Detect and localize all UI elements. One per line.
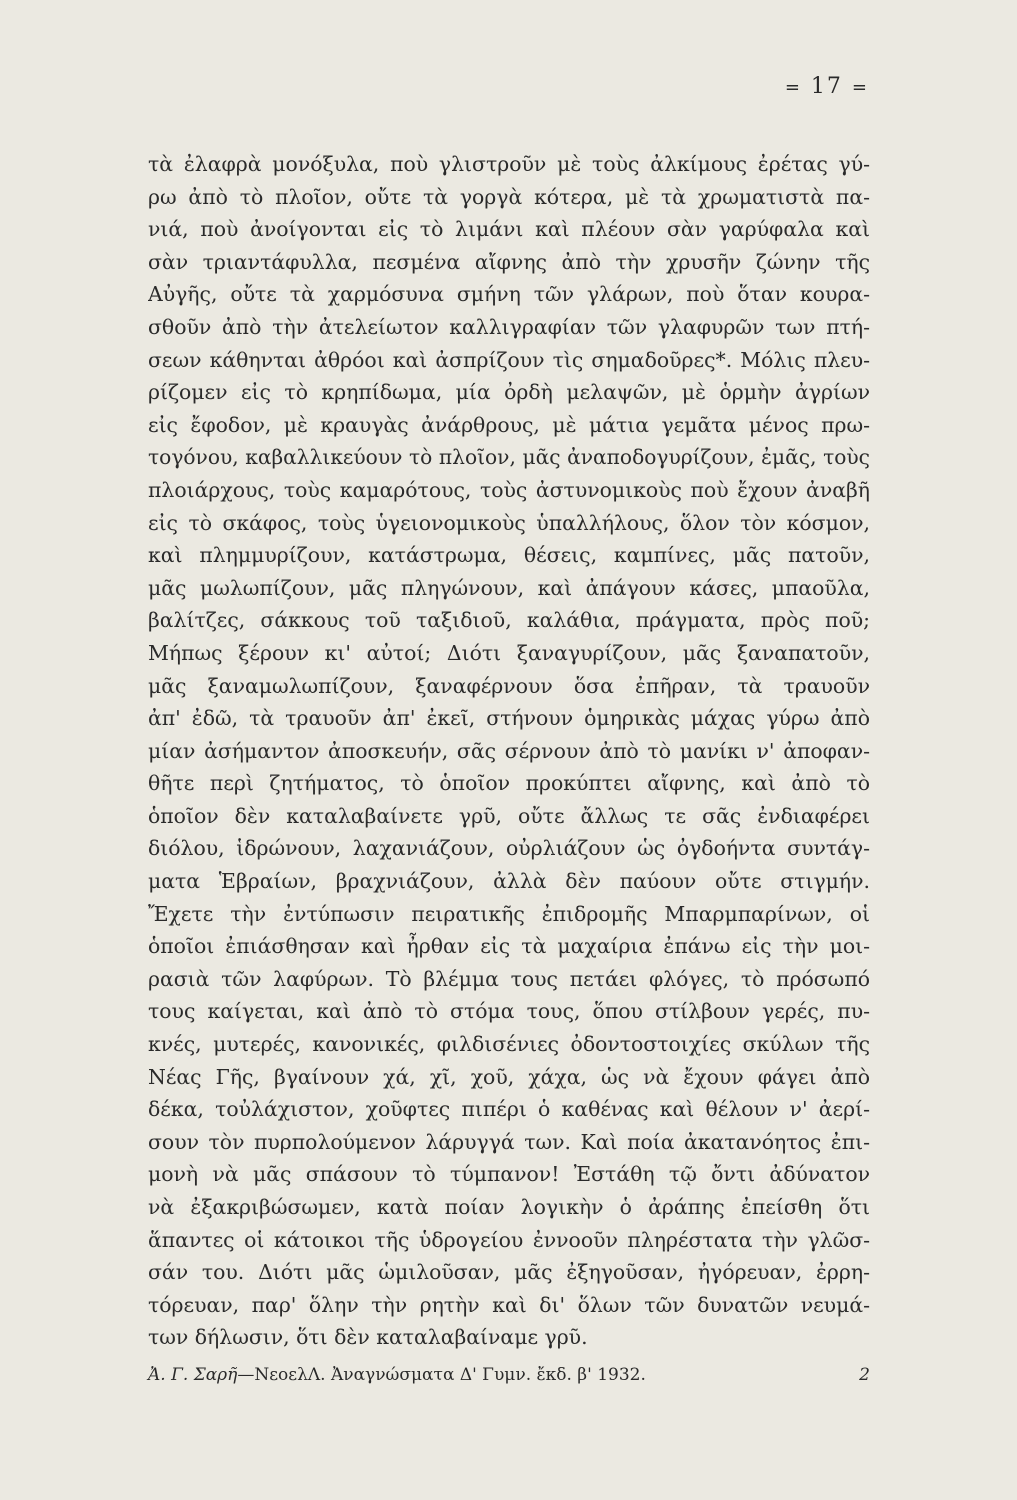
page-number-mark-right: = (851, 77, 869, 98)
text-line: μίαν ἀσήμαντον ἀποσκευήν, σᾶς σέρνουν ἀπὸ τὸ μανίκι ν' ἀποφαν- (148, 738, 870, 763)
page-number-value: 17 (810, 74, 843, 99)
text-line: Αὐγῆς, οὔτε τὰ χαρμόσυνα σμήνη τῶν γλάρων, ποὺ ὅταν κουρα- (148, 282, 870, 307)
text-line: σουν τὸν πυρπολούμενον λάρυγγά των. Καὶ ποία ἀκατανόητος ἐπι- (148, 1129, 870, 1154)
text-line: τους καίγεται, καὶ ἀπὸ τὸ στόμα τους, ὅπου στίλβουν γερές, πυ- (148, 999, 870, 1024)
text-line: τὰ ἐλαφρὰ μονόξυλα, ποὺ γλιστροῦν μὲ τοὺς ἀλκίμους ἐρέτας γύ- (148, 152, 870, 176)
text-line: σεων κάθηνται ἀθρόοι καὶ ἀσπρίζουν τὶς σημαδοῦρες*. Μόλις πλευ- (148, 347, 870, 372)
text-line: ρω ἀπὸ τὸ πλοῖον, οὔτε τὰ γοργὰ κότερα, μὲ τὰ χρωματιστὰ πα- (148, 184, 870, 209)
text-line: Νέας Γῆς, βγαίνουν χά, χῖ, χοῦ, χάχα, ὡς νὰ ἔχουν φάγει ἀπὸ (148, 1064, 870, 1089)
text-line: ὁποῖοι ἐπιάσθησαν καὶ ἦρθαν εἰς τὰ μαχαίρια ἐπάνω εἰς τὴν μοι- (148, 934, 870, 959)
text-line: ἀπ' ἐδῶ, τὰ τραυοῦν ἀπ' ἐκεῖ, στήνουν ὁμηρικὰς μάχας γύρω ἀπὸ (148, 706, 870, 731)
page-number-mark-left: = (784, 77, 802, 98)
source-citation: —ΝεοελΛ. Ἀναγνώσματα Δ' Γυμν. ἔκδ. β' 1932. (237, 1365, 646, 1385)
text-line: μᾶς ξαναμωλωπίζουν, ξαναφέρνουν ὅσα ἐπῆραν, τὰ τραυοῦν (148, 673, 870, 698)
text-line: σάν του. Διότι μᾶς ὡμιλοῦσαν, μᾶς ἐξηγοῦσαν, ἠγόρευαν, ἐρρη- (148, 1260, 870, 1285)
text-line: ἅπαντες οἱ κάτοικοι τῆς ὑδρογείου ἐννοοῦν πληρέστατα τὴν γλῶσ- (148, 1227, 870, 1252)
text-line: θῆτε περὶ ζητήματος, τὸ ὁποῖον προκύπτει αἴφνης, καὶ ἀπὸ τὸ (148, 771, 870, 796)
text-line: σὰν τριαντάφυλλα, πεσμένα αἴφνης ἀπὸ τὴν χρυσῆν ζώνην τῆς (148, 249, 870, 274)
text-line: ρασιὰ τῶν λαφύρων. Τὸ βλέμμα τους πετάει φλόγες, τὸ πρόσωπό (148, 966, 870, 991)
text-line: νιά, ποὺ ἀνοίγονται εἰς τὸ λιμάνι καὶ πλέουν σὰν γαρύφαλα καὶ (148, 217, 870, 242)
text-line: βαλίτζες, σάκκους τοῦ ταξιδιοῦ, καλάθια, πράγματα, πρὸς ποῦ; (148, 608, 870, 633)
author-signature: Ἀ. Γ. Σαρῆ (148, 1365, 238, 1385)
text-line: εἰς τὸ σκάφος, τοὺς ὑγειονομικοὺς ὑπαλλήλους, ὅλον τὸν κόσμον, (148, 510, 870, 535)
text-line: Μήπως ξέρουν κι' αὐτοί; Διότι ξαναγυρίζουν, μᾶς ξαναπατοῦν, (148, 640, 870, 665)
text-line: των δήλωσιν, ὅτι δὲν καταλαβαίναμε γρῦ. (148, 1325, 588, 1350)
text-line: μᾶς μωλωπίζουν, μᾶς πληγώνουν, καὶ ἀπάγουν κάσες, μπαοῦλα, (148, 575, 870, 600)
sheet-mark: 2 (859, 1365, 870, 1385)
text-line: μονὴ νὰ μᾶς σπάσουν τὸ τύμπανον! Ἐστάθη τῷ ὄντι ἀδύνατον (148, 1162, 870, 1187)
text-line: διόλου, ἱδρώνουν, λαχανιάζουν, οὐρλιάζουν ὡς ὀγδοήντα συντάγ- (148, 836, 870, 861)
text-line: εἰς ἔφοδον, μὲ κραυγὰς ἀνάρθρους, μὲ μάτια γεμᾶτα μένος πρω- (148, 412, 870, 437)
body-text (148, 148, 870, 1354)
text-line: ρίζομεν εἰς τὸ κρηπίδωμα, μία ὀρδὴ μελαψῶν, μὲ ὁρμὴν ἀγρίων (148, 380, 870, 405)
page-number (785, 74, 869, 99)
text-line: σθοῦν ἀπὸ τὴν ἀτελείωτον καλλιγραφίαν τῶν γλαφυρῶν των πτή- (148, 314, 870, 339)
text-line: δέκα, τοὐλάχιστον, χοῦφτες πιπέρι ὁ καθένας καὶ θέλουν ν' ἀερί- (148, 1097, 870, 1122)
text-line: τογόνου, καβαλλικεύουν τὸ πλοῖον, μᾶς ἀναποδογυρίζουν, ἐμᾶς, τοὺς (148, 445, 870, 470)
text-line: ματα Ἑβραίων, βραχνιάζουν, ἀλλὰ δὲν παύουν οὔτε στιγμήν. (148, 869, 870, 894)
text-line: νὰ ἐξακριβώσωμεν, κατὰ ποίαν λογικὴν ὁ ἀράπης ἐπείσθη ὅτι (148, 1195, 870, 1219)
text-line: ὁποῖον δὲν καταλαβαίνετε γρῦ, οὔτε ἄλλως τε σᾶς ἐνδιαφέρει (148, 803, 870, 828)
text-line: πλοιάρχους, τοὺς καμαρότους, τοὺς ἀστυνομικοὺς ποὺ ἔχουν ἀναβῆ (148, 477, 870, 502)
text-line: Ἔχετε τὴν ἐντύπωσιν πειρατικῆς ἐπιδρομῆς Μπαρμπαρίνων, οἱ (148, 901, 870, 926)
text-line: τόρευαν, παρ' ὅλην τὴν ρητὴν καὶ δι' ὅλων τῶν δυνατῶν νευμά- (148, 1292, 870, 1317)
text-line: κνές, μυτερές, κανονικές, φιλδισένιες ὀδοντοστοιχίες σκύλων τῆς (148, 1032, 870, 1057)
text-line: καὶ πλημμυρίζουν, κατάστρωμα, θέσεις, καμπίνες, μᾶς πατοῦν, (148, 543, 870, 568)
footer-citation (148, 1363, 870, 1387)
